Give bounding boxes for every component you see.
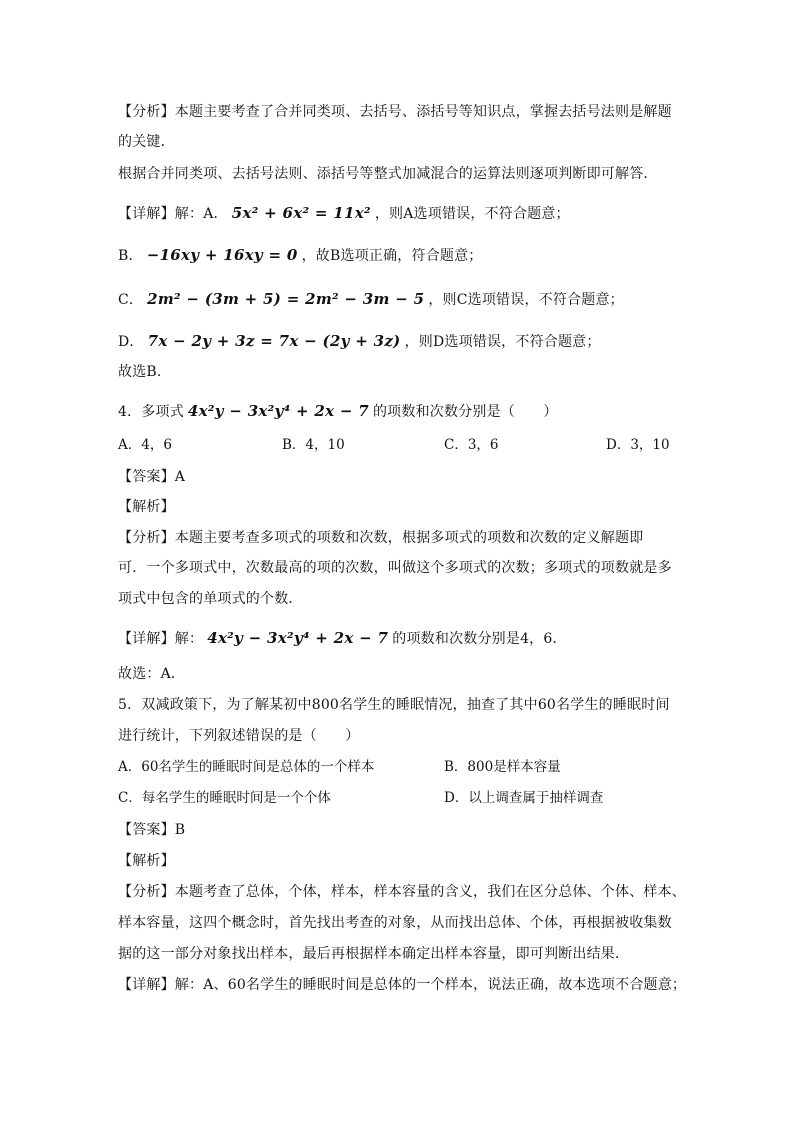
q4-choose-line: 故选：A． [118,666,186,682]
question-5-stem-2: 进行统计，下列叙述错误的是（ ） [118,728,360,744]
detail-b-line [118,245,483,266]
analysis-line-2: 的关键． [118,134,175,150]
q4-math: 4x²y − 3x²y⁴ + 2x − 7 [187,402,369,420]
detail-b-suffix: ，故B选项正确，符合题意； [301,248,483,264]
detail-c-prefix: C． [118,292,144,308]
q4-option-c: C．3，6 [444,437,499,453]
detail-d-line [118,331,601,352]
choose-b-line: 故选B． [118,364,172,380]
q5-option-b: B．800是样本容量 [444,759,561,775]
q4-suffix: 的项数和次数分别是（ ） [372,404,558,420]
detail-c-line [118,289,624,310]
detail-d-math: 7x − 2y + 3z = 7x − (2y + 3z) [147,332,401,350]
q5-answer: 【答案】B [118,822,186,838]
detail-a-suffix: ，则A选项错误，不符合题意； [374,206,570,222]
detail-a-prefix: 【详解】解：A． [118,206,228,222]
detail-c-math: 2m² − (3m + 5) = 2m² − 3m − 5 [147,290,425,308]
detail-a-math: 5x² + 6x² = 11x² [231,204,371,222]
q4-detail-math: 4x²y − 3x²y⁴ + 2x − 7 [207,629,389,647]
question-4-stem [118,401,558,422]
detail-a-line [118,203,570,224]
question-5-stem-1: 5．双减政策下，为了解某初中800名学生的睡眠情况，抽查了其中60名学生的睡眠时间 [118,697,670,713]
q5-option-a: A．60名学生的睡眠时间是总体的一个样本 [118,759,375,775]
q4-option-d: D．3，10 [606,437,670,453]
detail-b-prefix: B． [118,248,143,264]
q5-solution-heading: 【解析】 [118,853,175,869]
q4-analysis-line-3: 项式中包含的单项式的个数． [118,591,303,607]
q5-detail-line: 【详解】解：A、60名学生的睡眠时间是总体的一个样本，说法正确，故本选项不合题意； [118,977,687,993]
q5-option-c: C．每名学生的睡眠时间是一个个体 [118,790,331,806]
q5-option-d: D．以上调查属于抽样调查 [444,790,604,806]
q4-answer: 【答案】A [118,469,186,485]
q5-analysis-line-1: 【分析】本题考查了总体，个体，样本，样本容量的含义，我们在区分总体、个体、样本、 [118,884,686,900]
q4-option-a: A．4，6 [118,437,172,453]
q4-detail-prefix: 【详解】解： [118,631,204,647]
q4-solution-heading: 【解析】 [118,499,175,515]
q5-analysis-line-2: 样本容量，这四个概念时，首先找出考查的对象，从而找出总体、个体，再根据被收集数 [118,915,672,931]
q5-analysis-line-3: 据的这一部分对象找出样本，最后再根据样本确定出样本容量，即可判断出结果． [118,946,630,962]
q4-option-b: B．4，10 [282,437,345,453]
q4-analysis-line-1: 【分析】本题主要考查多项式的项数和次数，根据多项式的项数和次数的定义解题即 [118,530,644,546]
detail-d-suffix: ，则D选项错误，不符合题意； [404,334,601,350]
detail-b-math: −16xy + 16xy = 0 [146,246,298,264]
q4-analysis-line-2: 可．一个多项式中，次数最高的项的次数，叫做这个多项式的次数；多项式的项数就是多 [118,560,672,576]
method-line: 根据合并同类项、去括号法则、添括号等整式加减混合的运算法则逐项判断即可解答． [118,166,658,182]
analysis-line-1: 【分析】本题主要考查了合并同类项、去括号、添括号等知识点，掌握去括号法则是解题 [118,104,672,120]
q4-detail-suffix: 的项数和次数分别是4，6． [392,631,567,647]
detail-d-prefix: D． [118,334,144,350]
q4-detail-line [118,628,567,649]
q4-prefix: 4．多项式 [118,404,184,420]
detail-c-suffix: ，则C选项错误，不符合题意； [428,292,624,308]
